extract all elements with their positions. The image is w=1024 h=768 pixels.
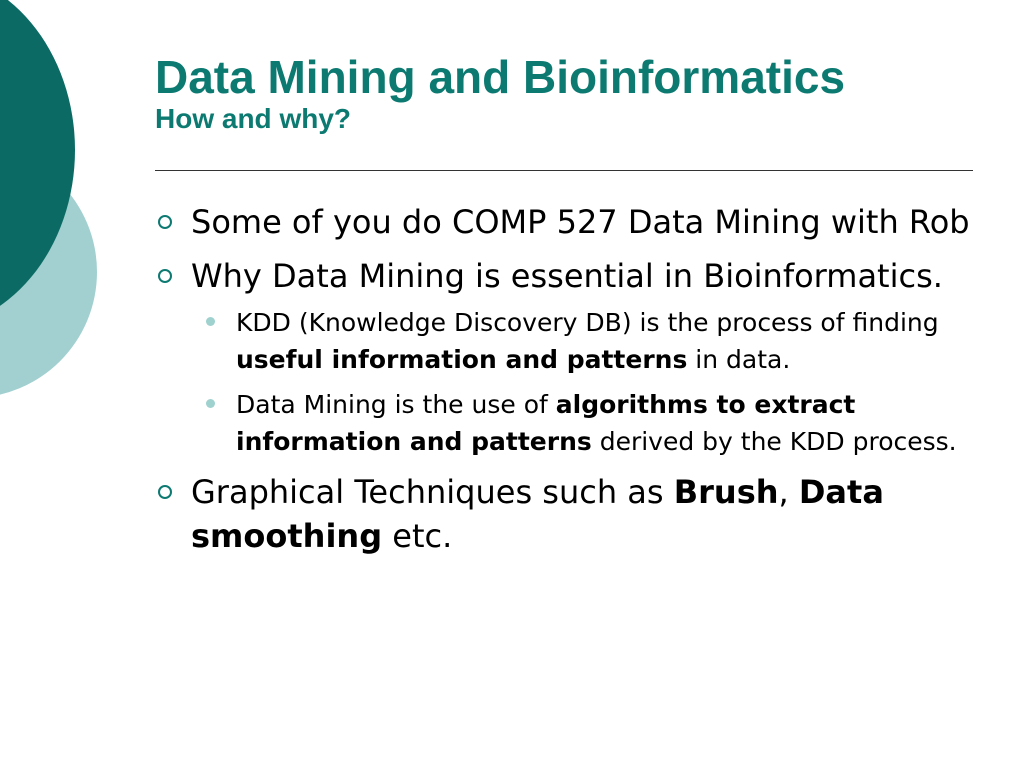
sub-bullet-item: [155, 386, 975, 460]
dot-bullet-icon: [206, 399, 215, 408]
title-block: [155, 50, 975, 134]
bold-phrase: useful information and patterns: [236, 345, 688, 374]
sub-bullet-list: [155, 304, 975, 460]
bullet-item: [155, 254, 975, 298]
text-segment: in data.: [687, 345, 791, 374]
hollow-circle-bullet-icon: [158, 485, 172, 499]
text-segment: Graphical Techniques such as: [191, 473, 674, 511]
bold-phrase: Data smoothing: [191, 473, 884, 555]
text-segment: etc.: [382, 517, 453, 555]
hollow-circle-bullet-icon: [158, 269, 172, 283]
bullet-text: Some of you do COMP 527 Data Mining with Rob: [191, 203, 970, 241]
bullet-item: [155, 470, 975, 558]
dot-bullet-icon: [206, 317, 215, 326]
slide-subtitle: How and why?: [155, 103, 351, 134]
text-segment: Data Mining is the use of: [236, 390, 556, 419]
hollow-circle-bullet-icon: [158, 215, 172, 229]
slide-content: [155, 200, 975, 568]
sub-bullet-item: [155, 304, 975, 378]
bold-phrase: algorithms to extract information and patterns: [236, 390, 856, 456]
bullet-text: [191, 470, 971, 558]
bullet-text: Why Data Mining is essential in Bioinformatics.: [191, 257, 943, 295]
text-segment: derived by the KDD process.: [591, 427, 957, 456]
bold-phrase: Brush: [673, 473, 779, 511]
sub-bullet-text: [236, 386, 975, 460]
bullet-item: [155, 200, 975, 244]
text-segment: KDD (Knowledge Discovery DB) is the process of finding: [236, 308, 939, 337]
slide-title: Data Mining and Bioinformatics: [155, 51, 846, 103]
text-segment: ,: [778, 473, 799, 511]
title-divider: [155, 170, 973, 171]
sub-bullet-text: [236, 304, 975, 378]
